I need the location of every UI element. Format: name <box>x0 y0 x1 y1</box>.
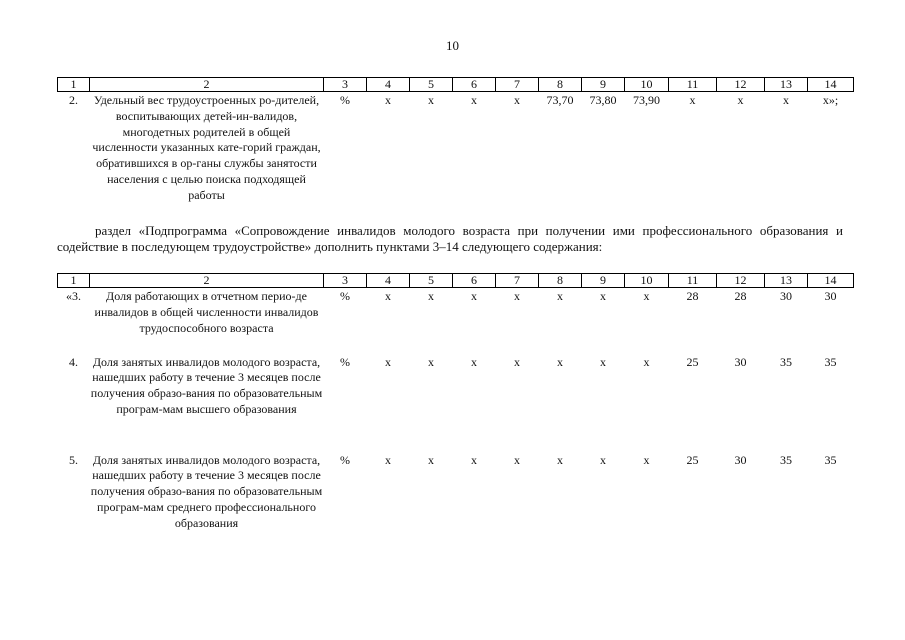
value-cell: 28 <box>686 289 699 303</box>
value-cell: 35 <box>824 354 837 369</box>
value-cell: х <box>689 93 696 107</box>
indicator-name: Доля занятых инвалидов молодого возраста, нашедших работу в течение 3 месяцев после получения образо-вания по образовательным програм-мам среднего профессионального образования <box>90 452 323 530</box>
page-number: 10 <box>446 38 459 53</box>
unit-cell: % <box>340 452 350 467</box>
table-row <box>58 288 854 354</box>
value-cell: 30 <box>824 289 837 303</box>
value-cell: х <box>514 289 520 303</box>
value-cell: х <box>428 452 434 467</box>
value-cell: 25 <box>686 452 699 467</box>
value-cell: х <box>737 93 744 107</box>
column-header: 5 <box>410 78 453 92</box>
value-cell: х <box>514 452 520 467</box>
column-header: 10 <box>625 274 669 288</box>
table-header-row <box>58 274 854 288</box>
column-header: 5 <box>410 274 453 288</box>
column-header: 1 <box>58 274 90 288</box>
value-cell: х <box>643 354 650 369</box>
column-header: 12 <box>717 78 765 92</box>
row-number: «3. <box>66 289 81 303</box>
value-cell: х <box>471 452 477 467</box>
column-header: 3 <box>324 274 367 288</box>
value-cell: х <box>557 452 563 467</box>
value-cell: х <box>514 354 520 369</box>
value-cell: 30 <box>734 354 747 369</box>
column-header: 12 <box>717 274 765 288</box>
column-header: 7 <box>496 78 539 92</box>
table-row <box>58 92 854 204</box>
value-cell: х <box>471 93 477 107</box>
value-cell: х <box>600 289 606 303</box>
value-cell: х <box>385 93 391 107</box>
value-cell: 73,80 <box>589 93 617 107</box>
unit-cell: % <box>340 354 350 369</box>
column-header: 11 <box>669 78 717 92</box>
unit-cell: % <box>340 93 350 107</box>
value-cell: х <box>643 452 650 467</box>
paragraph-text: раздел «Подпрограмма «Сопровождение инвалидов молодого возраста при получении ими профессионального образования и содействие в последующем трудоустройстве» дополнить пунктами 3–14 следующего содержания: <box>57 223 843 254</box>
value-cell: х <box>385 289 391 303</box>
value-cell: х <box>471 354 477 369</box>
value-cell: 30 <box>780 289 792 303</box>
row-number: 5. <box>69 452 78 467</box>
column-header: 6 <box>453 274 496 288</box>
value-cell: х <box>783 93 789 107</box>
column-header: 4 <box>367 78 410 92</box>
value-cell: 73,70 <box>546 93 574 107</box>
column-header: 9 <box>582 78 625 92</box>
value-cell: 35 <box>780 354 792 369</box>
column-header: 4 <box>367 274 410 288</box>
value-cell: 25 <box>686 354 699 369</box>
row-number: 2. <box>69 93 78 107</box>
table-header-row <box>58 78 854 92</box>
column-header: 13 <box>765 78 808 92</box>
column-header: 2 <box>90 274 324 288</box>
amendment-paragraph <box>57 223 843 255</box>
column-header: 6 <box>453 78 496 92</box>
indicator-name: Удельный вес трудоустроенных ро-дителей, воспитывающих детей-ин-валидов, многодетных родителей в общей численности указанных кате-горий граждан, обратившихся в ор-ганы службы занятости населения с целью поиска подходящей работы <box>92 93 321 202</box>
value-cell: х <box>557 354 563 369</box>
value-cell: 30 <box>734 452 747 467</box>
column-header: 10 <box>625 78 669 92</box>
indicators-table-1 <box>57 77 854 204</box>
value-cell: х <box>600 354 606 369</box>
column-header: 8 <box>539 274 582 288</box>
value-cell: х <box>428 354 434 369</box>
table-row <box>58 354 854 452</box>
value-cell: 35 <box>824 452 837 467</box>
value-cell: х <box>428 93 434 107</box>
column-header: 1 <box>58 78 90 92</box>
value-cell: х <box>385 452 391 467</box>
value-cell: х <box>471 289 477 303</box>
value-cell: 73,90 <box>633 93 660 107</box>
column-header: 9 <box>582 274 625 288</box>
unit-cell: % <box>340 289 350 303</box>
column-header: 13 <box>765 274 808 288</box>
value-cell: х <box>428 289 434 303</box>
column-header: 3 <box>324 78 367 92</box>
value-cell: х <box>385 354 391 369</box>
column-header: 7 <box>496 274 539 288</box>
value-cell: х <box>643 289 650 303</box>
value-cell: х <box>514 93 520 107</box>
column-header: 14 <box>808 78 854 92</box>
column-header: 8 <box>539 78 582 92</box>
indicators-table-2 <box>57 273 854 531</box>
column-header: 14 <box>808 274 854 288</box>
value-cell: х»; <box>822 93 839 107</box>
column-header: 11 <box>669 274 717 288</box>
value-cell: х <box>600 452 606 467</box>
table-row <box>58 452 854 532</box>
indicator-name: Доля работающих в отчетном перио-де инвалидов в общей численности инвалидов трудоспособного возраста <box>94 289 319 335</box>
value-cell: х <box>557 289 563 303</box>
row-number: 4. <box>69 354 78 369</box>
value-cell: 28 <box>734 289 747 303</box>
indicator-name: Доля занятых инвалидов молодого возраста, нашедших работу в течение 3 месяцев после получения образо-вания по образовательным програм-мам высшего образования <box>90 354 323 416</box>
column-header: 2 <box>90 78 324 92</box>
value-cell: 35 <box>780 452 792 467</box>
